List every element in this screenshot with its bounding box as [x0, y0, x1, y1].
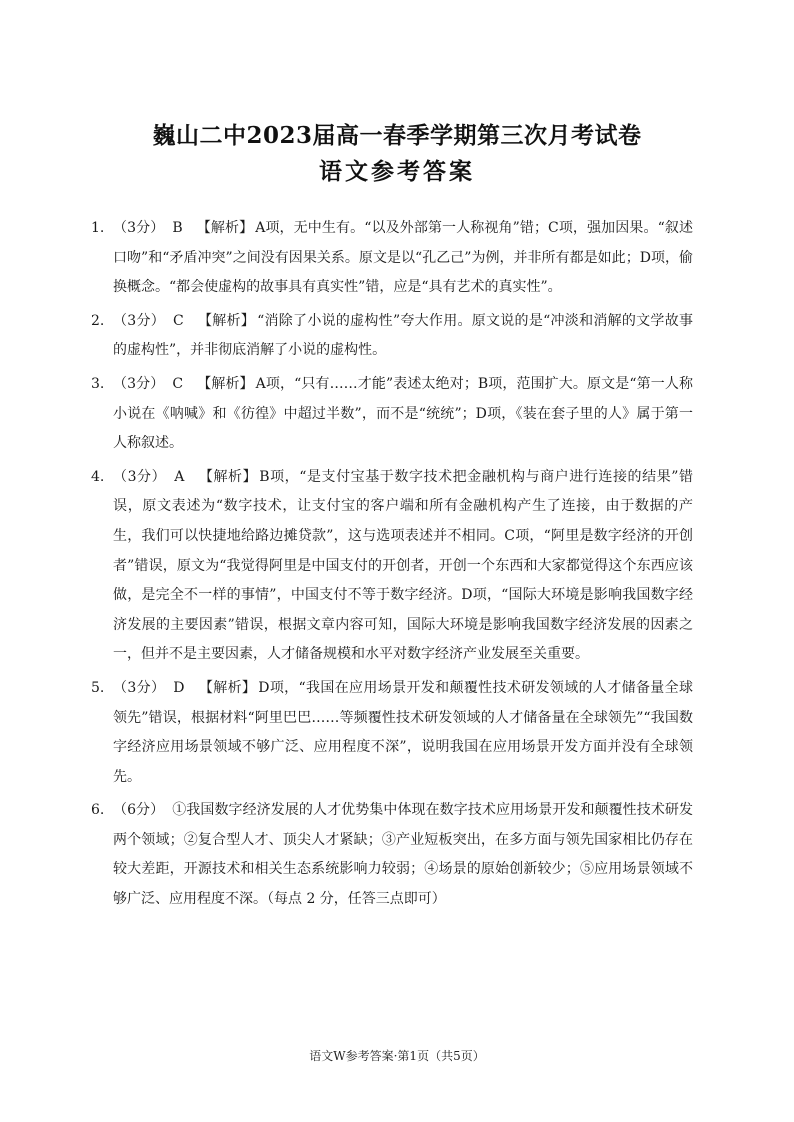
title-block	[0, 118, 794, 190]
question-answer: B	[172, 220, 183, 236]
question-answer: A	[174, 468, 185, 485]
analysis-text: D项，“我国在应用场景开发和颠覆性技术研发领域的人才储备量全球领先”错误，根据材料“阿里巴巴……等频覆性技术研发领域的人才储备量在全球领先”“我国数字经济应用场景领域不够广泛、应用程度不深”，说明我国在应用场景开发方面并没有全球领先。	[113, 679, 693, 785]
question-number: 3.	[91, 375, 105, 392]
page-subtitle: 语文参考答案	[319, 158, 475, 185]
question-score: （3分）	[113, 220, 165, 236]
page-title: 巍山二中2023届高一春季学期第三次月考试卷	[152, 122, 642, 149]
answer-item-2	[91, 307, 693, 366]
question-number: 6.	[91, 802, 105, 819]
answer-body	[113, 307, 693, 366]
question-score: （3分）	[113, 375, 165, 392]
question-number: 2.	[91, 312, 105, 329]
answer-item-1	[91, 214, 693, 303]
answer-body	[113, 796, 693, 914]
question-score: （6分）	[113, 802, 165, 819]
analysis-text: A项，无中生有。“以及外部第一人称视角”错；C项，强加因果。“叙述口吻”和“矛盾冲突”之间没有因果关系。原文是以“孔乙己”为例，并非所有都是如此；D项，偷换概念。“都会使虚构的故事具有真实性”错，应是“具有艺术的真实性”。	[113, 220, 693, 296]
analysis-text: ①我国数字经济发展的人才优势集中体现在数字技术应用场景开发和颠覆性技术研发两个领域；②复合型人才、顶尖人才紧缺；③产业短板突出，在多方面与领先国家相比仍存在较大差距，开源技术和相关生态系统影响力较弱；④场景的原始创新较少；⑤应用场景领域不够广泛、应用程度不深。（每点 2 分，任答三点即可）	[113, 802, 693, 908]
analysis-tag: 【解析】	[198, 679, 257, 696]
question-answer: D	[173, 679, 185, 696]
analysis-text: B项，“是支付宝基于数字技术把金融机构与商户进行连接的结果”错误，原文表述为“数字技术，让支付宝的客户端和所有金融机构产生了连接，由于数据的产生，我们可以快捷地给路边摊贷款”，这与选项表述并不相同。C项，“阿里是数字经济的开创者”错误，原文为“我觉得阿里是中国支付的开创者，开创一个东西和大家都觉得这个东西应该做，是完全不一样的事情”，中国支付不等于数字经济。D项，“国际大环境是影响我国数字经济发展的主要因素”错误，根据文章内容可知，国际大环境是影响我国数字经济发展的因素之一，但并不是主要因素，人才储备规模和水平对数字经济产业发展至关重要。	[113, 468, 693, 663]
question-score: （3分）	[113, 679, 166, 696]
page-footer: 语文W参考答案·第1页（共5页）	[309, 1049, 485, 1063]
analysis-tag: 【解析】	[197, 312, 256, 329]
answer-body	[113, 674, 693, 792]
answer-item-3	[91, 370, 693, 459]
answer-item-4	[91, 463, 693, 670]
analysis-tag: 【解析】	[198, 468, 258, 485]
analysis-text: “消除了小说的虚构性”夸大作用。原文说的是“冲淡和消解的文学故事的虚构性”，并非彻底消解了小说的虚构性。	[113, 312, 693, 359]
question-answer: C	[172, 375, 184, 392]
question-score: （3分）	[113, 312, 165, 329]
question-number: 1.	[91, 220, 105, 236]
answer-list	[91, 214, 693, 919]
question-score: （3分）	[113, 468, 167, 485]
question-number: 4.	[91, 468, 105, 485]
analysis-tag: 【解析】	[197, 375, 254, 392]
answer-item-5	[91, 674, 693, 792]
answer-body	[113, 214, 693, 303]
analysis-tag: 【解析】	[196, 220, 254, 236]
answer-item-6	[91, 796, 693, 914]
analysis-text: A项，“只有……才能”表述太绝对；B项，范围扩大。原文是“第一人称小说在《呐喊》和《彷徨》中超过半数”，而不是“统统”；D项，《装在套子里的人》属于第一人称叙述。	[113, 375, 693, 452]
answer-body	[113, 463, 693, 670]
answer-body	[113, 370, 693, 459]
question-number: 5.	[91, 679, 105, 696]
question-answer: C	[173, 312, 184, 329]
